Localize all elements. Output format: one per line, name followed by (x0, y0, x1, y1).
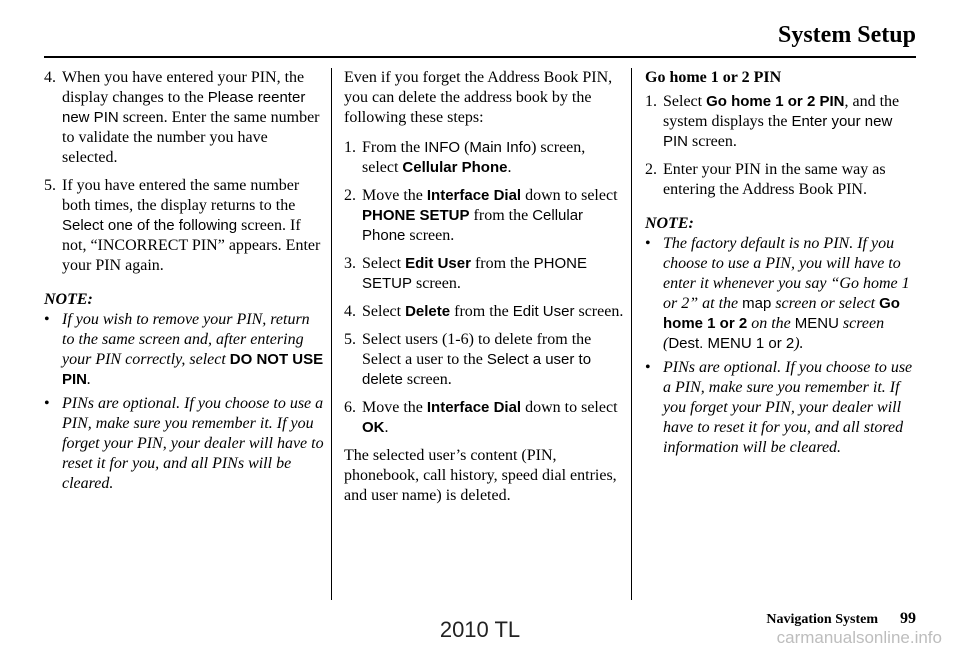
step-text: from the (450, 303, 513, 320)
step-1 (344, 138, 624, 178)
bullet-icon: • (44, 395, 50, 412)
step-text: from the (470, 255, 534, 272)
step-number: 5. (44, 177, 56, 194)
step-text: . (507, 159, 512, 176)
step-text: . (384, 419, 389, 436)
note-text: PINs are optional. If you choose to use a PIN, make sure you remember it. If you forget your PIN, your dealer will have to reset it for you, and all stored information will be cleared. (663, 359, 913, 456)
step-text: down to select (521, 399, 618, 416)
page-title: System Setup (777, 22, 916, 48)
note-bullet (645, 234, 920, 354)
ui-term: Cellular Phone (362, 207, 584, 244)
site-watermark: carmanualsonline.info (776, 628, 942, 647)
note-bullet (645, 358, 920, 458)
note-text: The factory default is no PIN. If you choose to use a PIN, you will have to enter it whenever you say “Go home 1 or 2” at the (663, 235, 910, 312)
step-number: 2. (645, 161, 657, 178)
step-text: When you have entered your PIN, the display changes to the (62, 69, 305, 106)
header-divider (44, 56, 916, 58)
step-text: from the (469, 207, 533, 224)
ui-term: Cellular Phone (402, 159, 508, 176)
step-text: screen. (412, 275, 461, 292)
step-text: screen. (402, 371, 452, 388)
step-text: , and the system displays the (663, 93, 900, 130)
note-text: screen ( (663, 315, 885, 352)
step-number: 5. (344, 331, 356, 348)
note-text: . (87, 371, 92, 388)
ui-term: INFO (424, 139, 461, 156)
step-text: Move the (362, 187, 427, 204)
step-4 (344, 302, 624, 322)
model-watermark: 2010 TL (439, 617, 521, 642)
section-heading: Go home 1 or 2 PIN (645, 69, 782, 86)
note-bullet (44, 394, 324, 494)
column-1 (44, 68, 324, 498)
step-3 (344, 254, 624, 294)
ui-term: OK (362, 419, 385, 436)
column-3 (645, 68, 920, 462)
step-text: down to select (521, 187, 618, 204)
ui-term: Interface Dial (426, 187, 522, 204)
note-text: If you wish to remove your PIN, return to the same screen and, after entering your PIN correctly, select (62, 311, 310, 368)
step-number: 4. (344, 303, 356, 320)
step-text: screen. If not, “INCORRECT PIN” appears. Enter your PIN again. (62, 217, 321, 274)
step-4 (44, 68, 324, 168)
ui-term: Interface Dial (426, 399, 522, 416)
step-2 (344, 186, 624, 246)
step-text: screen. (405, 227, 455, 244)
ui-term: Dest. MENU 1 or 2 (668, 335, 795, 352)
step-number: 6. (344, 399, 356, 416)
ui-term: PHONE SETUP (362, 255, 587, 292)
ui-term: Go home 1 or 2 (663, 295, 900, 332)
step-5 (344, 330, 624, 390)
ui-term: Please reenter new PIN (62, 89, 306, 126)
step-text: If you have entered the same number both times, the display returns to the (62, 177, 300, 214)
ui-term: Edit User (405, 255, 471, 272)
ui-term: MENU (794, 315, 839, 332)
ui-term: Edit User (512, 303, 575, 320)
step-number: 2. (344, 187, 356, 204)
note-text: ). (794, 335, 804, 352)
step-2 (645, 160, 920, 200)
column-divider-2 (631, 68, 632, 600)
ui-term: Select one of the following (62, 217, 238, 234)
step-number: 1. (645, 93, 657, 110)
column-2 (344, 68, 624, 516)
note-bullet (44, 310, 324, 390)
step-5 (44, 176, 324, 276)
ui-term: Enter your new PIN (663, 113, 893, 150)
step-1 (645, 92, 920, 152)
step-number: 3. (344, 255, 356, 272)
step-text: From the (362, 139, 425, 156)
step-text: Enter your PIN in the same way as entering the Address Book PIN. (663, 161, 886, 198)
ui-term: DO NOT USE PIN (62, 351, 324, 388)
page-number: 99 (900, 610, 916, 627)
outro-paragraph: The selected user’s content (PIN, phonebook, call history, speed dial entries, and user name) is deleted. (344, 447, 617, 504)
footer-section-name: Navigation System (766, 612, 878, 627)
step-text: screen. Enter the same number to validate the number you have selected. (62, 109, 320, 166)
step-text: Move the (362, 399, 427, 416)
step-6 (344, 398, 624, 438)
step-text: ( (460, 139, 470, 156)
step-text: ) screen, select (362, 139, 586, 176)
note-heading: NOTE: (645, 215, 694, 232)
bullet-icon: • (645, 359, 651, 376)
ui-term: Go home 1 or 2 PIN (706, 93, 845, 110)
step-text: screen. (574, 303, 624, 320)
note-heading: NOTE: (44, 291, 93, 308)
step-text: Select (362, 303, 406, 320)
ui-term: Delete (405, 303, 451, 320)
note-text: on the (747, 315, 795, 332)
ui-term: PHONE SETUP (362, 207, 470, 224)
step-text: Select (663, 93, 707, 110)
intro-paragraph: Even if you forget the Address Book PIN, you can delete the address book by the following these steps: (344, 69, 613, 126)
column-divider-1 (331, 68, 332, 600)
step-text: Select users (1-6) to delete from the Select a user to the (362, 331, 592, 368)
ui-term: map (742, 295, 772, 312)
note-text: PINs are optional. If you choose to use a PIN, make sure you remember it. If you forget your PIN, your dealer will have to reset it for you, and all PINs will be cleared. (62, 395, 324, 492)
bullet-icon: • (645, 235, 651, 252)
ui-term: Select a user to delete (362, 351, 592, 388)
step-number: 4. (44, 69, 56, 86)
bullet-icon: • (44, 311, 50, 328)
ui-term: Main Info (469, 139, 532, 156)
step-number: 1. (344, 139, 356, 156)
note-text: screen or select (771, 295, 880, 312)
step-text: Select (362, 255, 406, 272)
step-text: screen. (688, 133, 737, 150)
